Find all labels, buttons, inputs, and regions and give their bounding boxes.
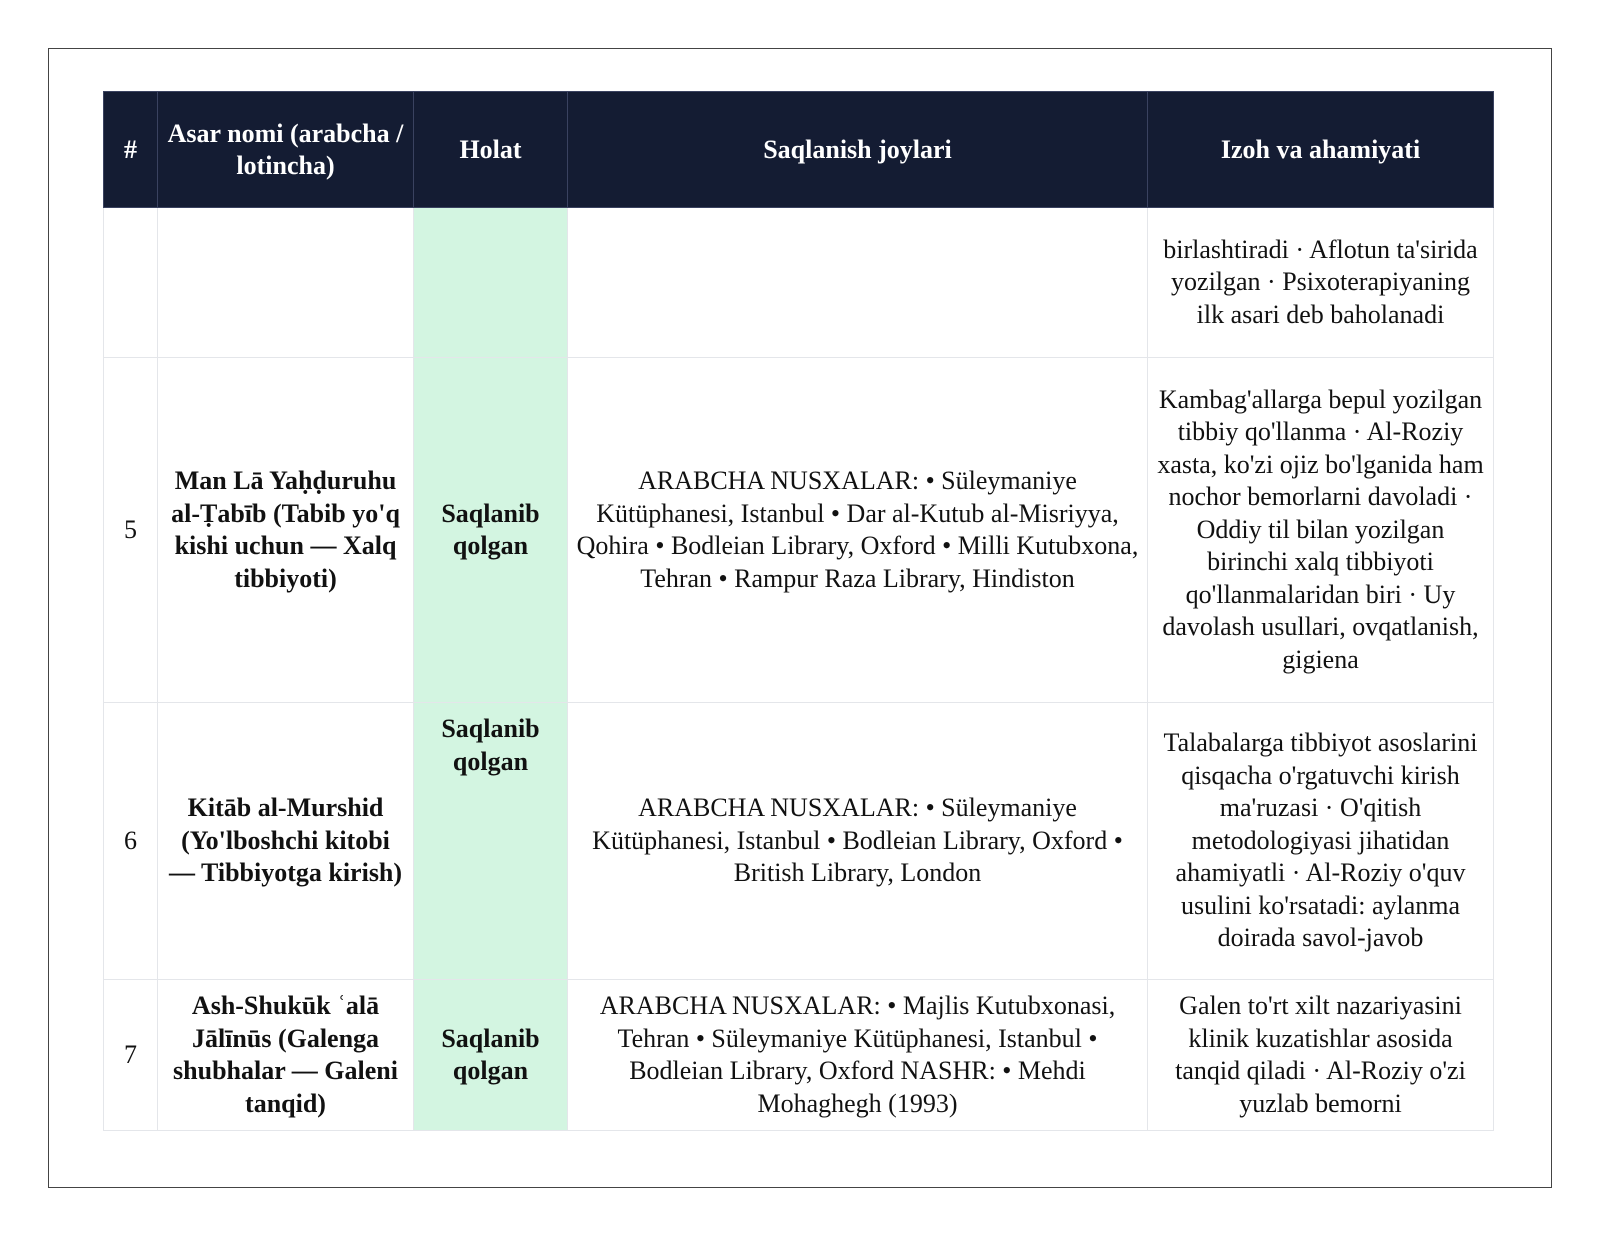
header-status: Holat — [414, 92, 568, 208]
status-cell — [414, 208, 568, 358]
table-header — [104, 92, 1494, 208]
status-cell: Saqlanib qolgan — [414, 980, 568, 1131]
table-row — [104, 703, 1494, 980]
row-number: 5 — [104, 358, 158, 703]
work-title: Ash-Shukūk ʿalā Jālīnūs (Galenga shubhalar — Galeni tanqid) — [158, 980, 414, 1131]
header-row — [104, 92, 1494, 208]
locations-cell: ARABCHA NUSXALAR: • Süleymaniye Kütüphanesi, Istanbul • Bodleian Library, Oxford • British Library, London — [568, 703, 1148, 980]
status-cell: Saqlanib qolgan — [414, 358, 568, 703]
notes-cell: Galen to'rt xilt nazariyasini klinik kuzatishlar asosida tanqid qiladi · Al-Roziy o'zi yuzlab bemorni — [1148, 980, 1494, 1131]
table-row — [104, 980, 1494, 1131]
table-row — [104, 358, 1494, 703]
header-locations: Saqlanish joylari — [568, 92, 1148, 208]
row-number: 7 — [104, 980, 158, 1131]
locations-cell — [568, 208, 1148, 358]
notes-cell: birlashtiradi · Aflotun ta'sirida yozilgan · Psixoterapiyaning ilk asari deb baholanadi — [1148, 208, 1494, 358]
header-notes: Izoh va ahamiyati — [1148, 92, 1494, 208]
header-number: # — [104, 92, 158, 208]
locations-cell: ARABCHA NUSXALAR: • Majlis Kutubxonasi, Tehran • Süleymaniye Kütüphanesi, Istanbul • Bodleian Library, Oxford NASHR: • Mehdi Mohaghegh (1993) — [568, 980, 1148, 1131]
locations-cell: ARABCHA NUSXALAR: • Süleymaniye Kütüphanesi, Istanbul • Dar al-Kutub al-Misriyya, Qohira • Bodleian Library, Oxford • Milli Kutubxona, Tehran • Rampur Raza Library, Hindiston — [568, 358, 1148, 703]
table-body — [104, 208, 1494, 1131]
row-number: 6 — [104, 703, 158, 980]
work-title: Kitāb al-Murshid (Yo'lboshchi kitobi — Tibbiyotga kirish) — [158, 703, 414, 980]
work-title — [158, 208, 414, 358]
table-row — [104, 208, 1494, 358]
manuscripts-table — [103, 91, 1494, 1131]
notes-cell: Talabalarga tibbiyot asoslarini qisqacha o'rgatuvchi kirish ma'ruzasi · O'qitish metodologiyasi jihatidan ahamiyatli · Al-Roziy o'quv usulini ko'rsatadi: aylanma doirada savol-javob — [1148, 703, 1494, 980]
row-number — [104, 208, 158, 358]
status-cell: Saqlanib qolgan — [414, 703, 568, 980]
header-title: Asar nomi (arabcha / lotincha) — [158, 92, 414, 208]
work-title: Man Lā Yaḥḍuruhu al-Ṭabīb (Tabib yo'q kishi uchun — Xalq tibbiyoti) — [158, 358, 414, 703]
notes-cell: Kambag'allarga bepul yozilgan tibbiy qo'llanma · Al-Roziy xasta, ko'zi ojiz bo'lganida ham nochor bemorlarni davoladi · Oddiy til bilan yozilgan birinchi xalq tibbiyoti qo'llanmalaridan biri · Uy davolash usullari, ovqatlanish, gigiena — [1148, 358, 1494, 703]
